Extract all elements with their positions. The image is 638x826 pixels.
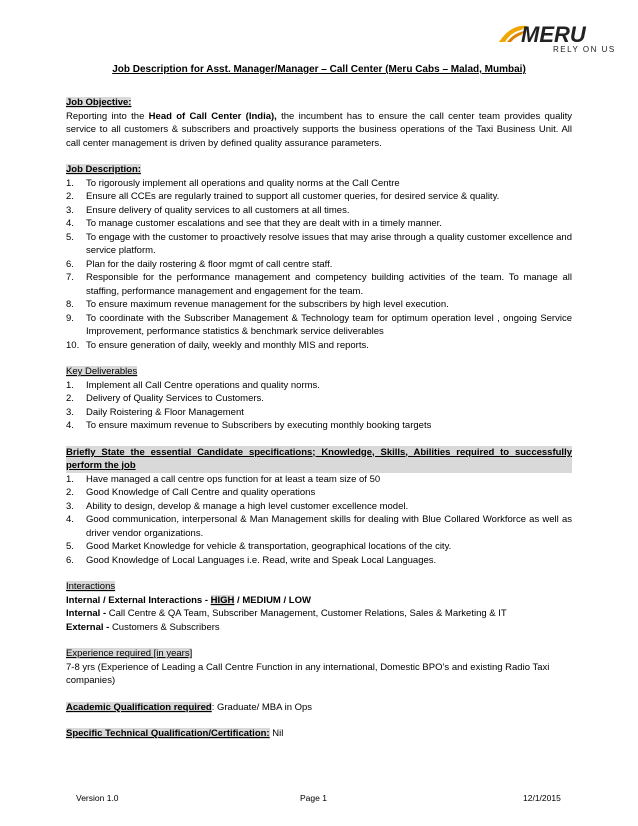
footer-page-number: Page 1 <box>300 793 327 803</box>
list-item: 4. Good communication, interpersonal & Man Management skills for dealing with Blue Collared Workforce as well as driver vendor organizations. <box>66 514 572 539</box>
academic-section <box>66 701 572 715</box>
technical-heading: Specific Technical Qualification/Certification: <box>66 728 270 739</box>
experience-section <box>66 647 572 688</box>
job-objective-text <box>66 110 572 151</box>
document-title: Job Description for Asst. Manager/Manager – Call Center (Meru Cabs – Malad, Mumbai) <box>112 64 526 75</box>
list-item: 5. To engage with the customer to proactively resolve issues that may arise through a quality customer excellence and service platform. <box>66 231 572 256</box>
objective-text-pre: Reporting into the <box>66 110 149 122</box>
list-item: 4. To ensure maximum revenue to Subscribers by executing monthly booking targets <box>66 420 432 431</box>
job-description-section <box>66 163 572 352</box>
experience-heading: Experience required [in years] <box>66 648 193 659</box>
list-item: 6. Good Knowledge of Local Languages i.e. Read, write and Speak Local Languages. <box>66 554 437 566</box>
list-item: 2. Good Knowledge of Call Centre and quality operations <box>66 487 316 498</box>
footer-version: Version 1.0 <box>76 793 119 803</box>
objective-text-bold: Head of Call Center (India), <box>148 110 277 122</box>
list-item: 3. Ability to design, develop & manage a high level customer excellence model. <box>66 500 409 512</box>
job-description-heading: Job Description: <box>66 164 141 175</box>
candidate-specifications-section <box>66 446 572 568</box>
meru-logo-icon <box>497 16 617 56</box>
candidate-specifications-heading: Briefly State the essential Candidate specifications; Knowledge, Skills, Abilities required to successfully perform the job <box>66 446 572 471</box>
key-deliverables-heading: Key Deliverables <box>66 366 138 377</box>
internal-interactions-line: Internal - Call Centre & QA Team, Subscriber Management, Customer Relations, Sales & Marketing & IT <box>66 608 507 619</box>
interactions-section <box>66 580 572 634</box>
list-item: 1. Implement all Call Centre operations and quality norms. <box>66 379 320 391</box>
meru-logo <box>497 16 617 56</box>
list-item: 6. Plan for the daily rostering & floor mgmt of call centre staff. <box>66 258 333 270</box>
key-deliverables-section <box>66 365 572 433</box>
list-item: 9. To coordinate with the Subscriber Management & Technology team for optimum operation level , ongoing Service Improvement, performance statistics & benchmark service deliverables <box>66 312 572 337</box>
footer-date: 12/1/2015 <box>523 793 561 803</box>
interactions-level-line: Internal / External Interactions - HIGH / MEDIUM / LOW <box>66 594 311 606</box>
objective-text-post: the incumbent has to ensure the call center team provides quality service to all customers & subscribers and proactively supports the business operations of the Taxi Business Unit. All call center management is driven by defined quality assurance parameters. <box>66 110 572 149</box>
experience-text: 7-8 yrs (Experience of Leading a Call Centre Function in any international, Domestic BPO’s and existing Radio Taxi companies) <box>66 661 550 686</box>
technical-value: Nil <box>269 728 284 739</box>
document-body <box>66 96 572 754</box>
key-deliverables-list <box>66 379 572 433</box>
list-item: 10. To ensure generation of daily, weekly and monthly MIS and reports. <box>66 339 369 351</box>
list-item: 2. Ensure all CCEs are regularly trained to support all customer queries, for desired service & quality. <box>66 191 500 202</box>
academic-heading: Academic Qualification required <box>66 701 212 713</box>
job-objective-section <box>66 96 572 150</box>
list-item: 5. Good Market Knowledge for vehicle & transportation, geographical locations of the city. <box>66 541 452 552</box>
interactions-heading: Interactions <box>66 581 116 592</box>
list-item: 8. To ensure maximum revenue management for the subscribers by high level execution. <box>66 299 449 310</box>
external-interactions-line: External - Customers & Subscribers <box>66 621 220 633</box>
list-item: 4. To manage customer escalations and see that they are dealt with in a timely manner. <box>66 218 442 229</box>
list-item: 7. Responsible for the performance management and competency building activities of the team. To manage all staffing, performance management and engagement for the team. <box>66 272 572 297</box>
list-item: 3. Daily Roistering & Floor Management <box>66 406 244 418</box>
job-description-list <box>66 177 572 353</box>
job-objective-heading: Job Objective: <box>66 97 132 108</box>
interaction-level-high: HIGH <box>210 594 235 606</box>
logo-brand-text: MERU <box>521 22 586 47</box>
list-item: 3. Ensure delivery of quality services to all customers at all times. <box>66 204 350 216</box>
candidate-specifications-list <box>66 473 572 568</box>
list-item: 1. Have managed a call centre ops function for at least a team size of 50 <box>66 473 381 485</box>
academic-value: : Graduate/ MBA in Ops <box>211 701 313 713</box>
logo-tagline-text: RELY ON US <box>553 45 616 54</box>
list-item: 1. To rigorously implement all operations and quality norms at the Call Centre <box>66 177 400 189</box>
technical-section <box>66 727 572 741</box>
list-item: 2. Delivery of Quality Services to Customers. <box>66 393 264 404</box>
